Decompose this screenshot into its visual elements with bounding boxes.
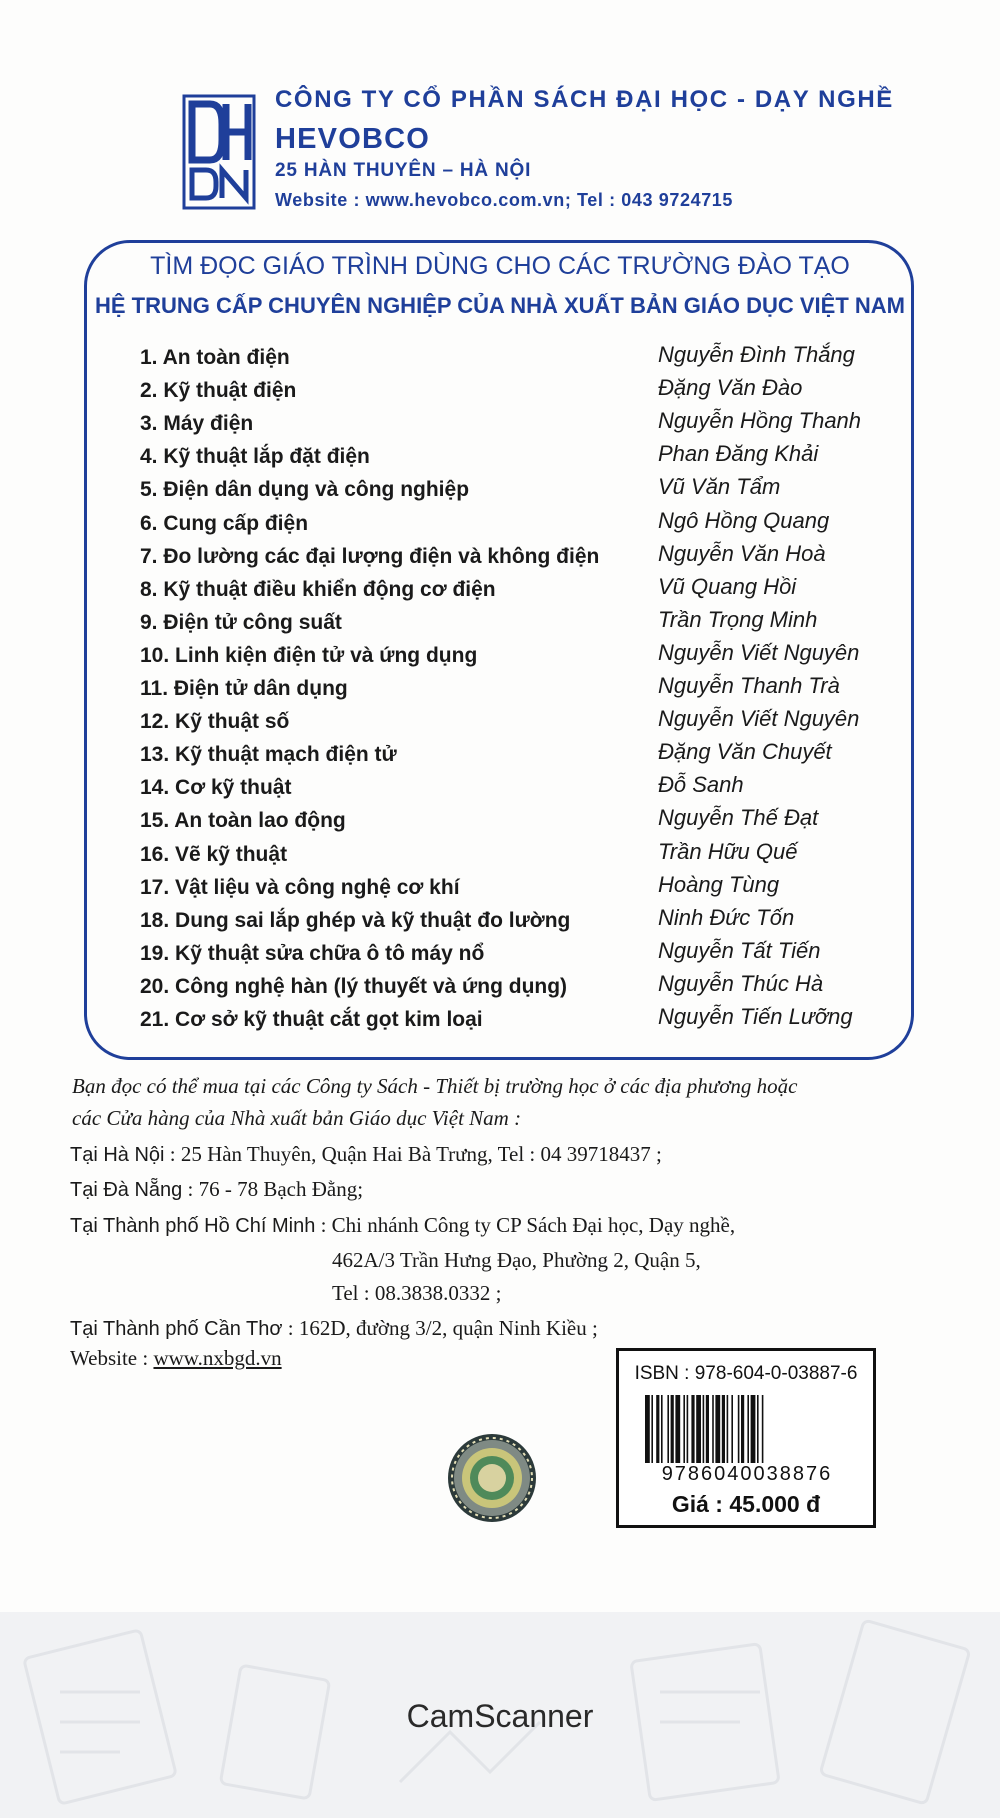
hevobco-dhdn-logo-icon xyxy=(182,94,256,210)
isbn-block xyxy=(616,1348,876,1528)
book-title: 15. An toàn lao động xyxy=(140,809,346,832)
book-title: 5. Điện dân dụng và công nghiệp xyxy=(140,478,470,501)
publisher-brand: HEVOBCO xyxy=(275,123,431,155)
book-author: Nguyễn Văn Hoà xyxy=(658,541,826,566)
book-title: 3. Máy điện xyxy=(140,412,254,435)
barcode-number: 9786040038876 xyxy=(637,1463,857,1486)
book-title: 7. Đo lường các đại lượng điện và không điện xyxy=(140,545,600,568)
book-title: 4. Kỹ thuật lắp đặt điện xyxy=(140,445,370,468)
book-author: Phan Đăng Khải xyxy=(658,441,819,466)
store-danang xyxy=(70,1177,363,1202)
book-title: 11. Điện tử dân dụng xyxy=(140,677,348,700)
store-danang-label: Tại Đà Nẵng xyxy=(70,1179,183,1201)
book-author: Ninh Đức Tốn xyxy=(658,905,795,930)
store-hcm-address: : Chi nhánh Công ty CP Sách Đại học, Dạy nghề, xyxy=(315,1213,736,1237)
book-author: Nguyễn Thúc Hà xyxy=(658,971,824,996)
company-name: CÔNG TY CỔ PHẦN SÁCH ĐẠI HỌC - DẠY NGHỀ xyxy=(275,86,894,113)
book-title: 6. Cung cấp điện xyxy=(140,512,309,535)
book-title: 21. Cơ sở kỹ thuật cắt gọt kim loại xyxy=(140,1008,483,1031)
book-title: 2. Kỹ thuật điện xyxy=(140,379,297,402)
website-link[interactable]: www.nxbgd.vn xyxy=(153,1346,282,1370)
book-author: Nguyễn Tiến Lưỡng xyxy=(658,1004,853,1029)
book-author: Nguyễn Viết Nguyên xyxy=(658,640,860,665)
publisher-contact: Website : www.hevobco.com.vn; Tel : 043 9724715 xyxy=(275,190,734,210)
book-title: 14. Cơ kỹ thuật xyxy=(140,776,292,799)
store-hcm-tel: Tel : 08.3838.0332 ; xyxy=(332,1281,502,1305)
purchase-intro-line2: các Cửa hàng của Nhà xuất bản Giáo dục Việt Nam : xyxy=(72,1106,522,1130)
book-author: Đặng Văn Chuyết xyxy=(658,739,832,764)
store-cantho-label: Tại Thành phố Cần Thơ xyxy=(70,1318,283,1340)
book-title: 8. Kỹ thuật điều khiển động cơ điện xyxy=(140,578,496,601)
book-title: 10. Linh kiện điện tử và ứng dụng xyxy=(140,644,478,667)
book-author: Nguyễn Viết Nguyên xyxy=(658,706,860,731)
purchase-intro-line1: Bạn đọc có thể mua tại các Công ty Sách - Thiết bị trường học ở các địa phương hoặc xyxy=(72,1074,798,1098)
book-title: 18. Dung sai lắp ghép và kỹ thuật đo lường xyxy=(140,909,571,932)
book-author: Trần Trọng Minh xyxy=(658,607,818,632)
book-author: Nguyễn Tất Tiến xyxy=(658,938,821,963)
store-hcm-address-line2: 462A/3 Trần Hưng Đạo, Phường 2, Quận 5, xyxy=(332,1248,701,1272)
book-author: Vũ Văn Tẩm xyxy=(658,474,781,499)
book-author: Ngô Hồng Quang xyxy=(658,508,830,533)
book-author: Nguyễn Thanh Trà xyxy=(658,673,840,698)
store-hcm xyxy=(70,1213,735,1238)
book-author: Hoàng Tùng xyxy=(658,872,780,897)
scanner-footer xyxy=(0,1612,1000,1818)
book-author: Nguyễn Đình Thắng xyxy=(658,342,855,367)
hologram-seal-icon xyxy=(446,1432,538,1524)
store-hanoi-label: Tại Hà Nội xyxy=(70,1144,165,1166)
book-list-title: TÌM ĐỌC GIÁO TRÌNH DÙNG CHO CÁC TRƯỜNG ĐÀO TẠO xyxy=(150,252,850,280)
book-title: 19. Kỹ thuật sửa chữa ô tô máy nổ xyxy=(140,942,485,965)
book-author: Nguyễn Hồng Thanh xyxy=(658,408,862,433)
book-title: 13. Kỹ thuật mạch điện tử xyxy=(140,743,397,766)
website-line xyxy=(70,1346,282,1371)
book-author: Đỗ Sanh xyxy=(658,772,744,797)
store-danang-address: : 76 - 78 Bạch Đằng; xyxy=(182,1177,364,1201)
website-label: Website : xyxy=(70,1346,154,1370)
book-title: 12. Kỹ thuật số xyxy=(140,710,290,733)
store-cantho xyxy=(70,1316,598,1341)
book-author: Trần Hữu Quế xyxy=(658,839,798,864)
isbn-number: ISBN : 978-604-0-03887-6 xyxy=(634,1363,858,1384)
book-title: 9. Điện tử công suất xyxy=(140,611,342,634)
store-hanoi-address: : 25 Hàn Thuyên, Quận Hai Bà Trưng, Tel : 04 39718437 ; xyxy=(164,1142,662,1166)
price-label: Giá : 45.000 đ xyxy=(671,1491,821,1517)
store-hcm-label: Tại Thành phố Hồ Chí Minh xyxy=(70,1215,316,1237)
book-author: Nguyễn Thế Đạt xyxy=(658,805,819,830)
store-hanoi xyxy=(70,1142,662,1167)
store-cantho-address: : 162D, đường 3/2, quận Ninh Kiều ; xyxy=(282,1316,598,1340)
book-title: 20. Công nghệ hàn (lý thuyết và ứng dụng) xyxy=(140,975,568,998)
book-title: 16. Vẽ kỹ thuật xyxy=(140,843,288,866)
book-list-subtitle: HỆ TRUNG CẤP CHUYÊN NGHIỆP CỦA NHÀ XUẤT BẢN GIÁO DỤC VIỆT NAM xyxy=(95,293,905,318)
book-author: Đặng Văn Đào xyxy=(658,375,803,400)
publisher-address: 25 HÀN THUYÊN – HÀ NỘI xyxy=(275,160,532,181)
camscanner-watermark: CamScanner xyxy=(406,1698,594,1734)
book-title: 17. Vật liệu và công nghệ cơ khí xyxy=(140,876,460,899)
book-title: 1. An toàn điện xyxy=(140,346,290,369)
book-author: Vũ Quang Hồi xyxy=(658,574,797,599)
